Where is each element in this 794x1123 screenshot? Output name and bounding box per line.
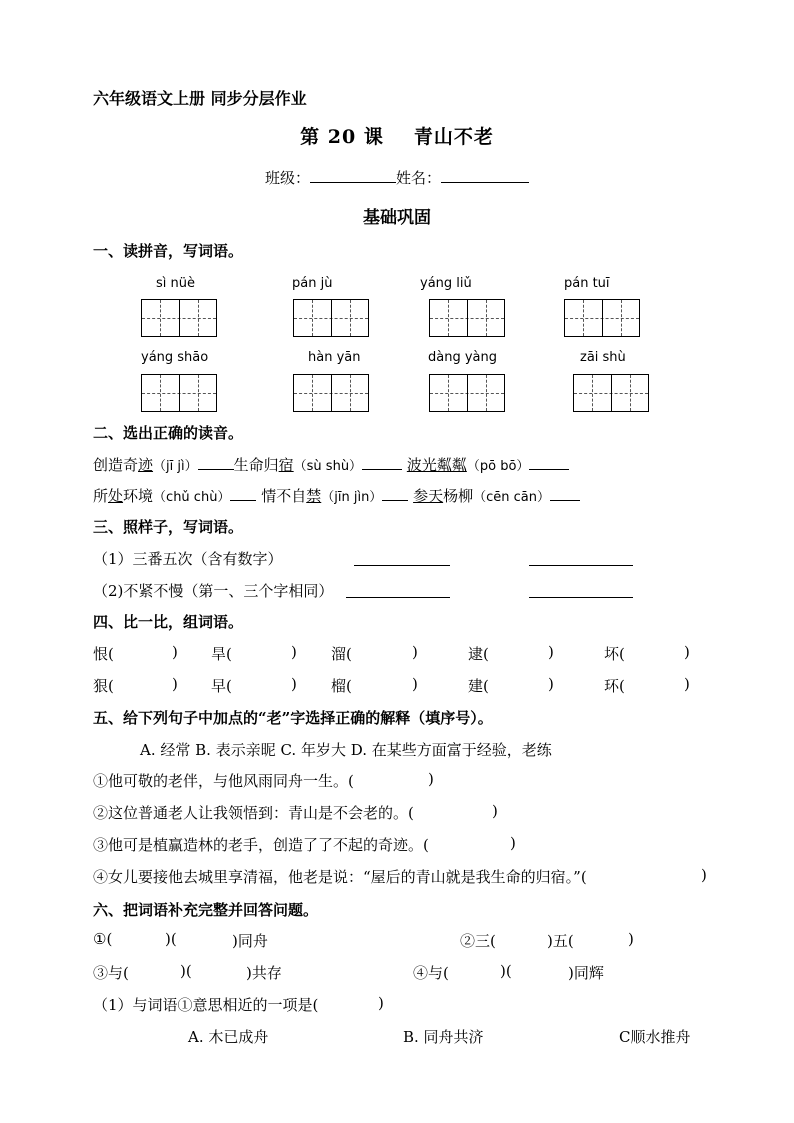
writing-grid[interactable]: [429, 374, 505, 412]
underlined-char: 处: [108, 487, 124, 505]
pinyin-4: pán tuī: [564, 276, 610, 291]
word-text: 生命归: [233, 456, 279, 474]
underlined-word: 波光粼粼: [406, 456, 467, 474]
question-close: ): [492, 802, 498, 820]
compare-word: 坏(: [604, 645, 625, 663]
class-label: 班级：: [264, 169, 310, 187]
compare-word: 榴(: [331, 677, 352, 695]
lesson-title: [0, 122, 794, 149]
reading-row-1: [93, 454, 569, 475]
section-1-title: 一、读拼音，写词语。: [93, 242, 244, 260]
reading-row-2: [93, 485, 580, 506]
question-2: ②这位普通老人让我领悟到：青山是不会老的。(: [93, 804, 414, 822]
section-heading: 基础巩固: [363, 208, 431, 228]
writing-grid[interactable]: [564, 299, 640, 337]
word-text: 情不自: [261, 487, 307, 505]
writing-grid[interactable]: [573, 374, 649, 412]
compare-close: ): [172, 643, 178, 661]
pinyin-3: yáng liǔ: [420, 276, 472, 291]
compare-word: 建(: [468, 677, 489, 695]
question-close: ): [510, 834, 516, 852]
pinyin-7: dàng yàng: [428, 350, 497, 365]
fill-word-2b: )五(: [547, 932, 574, 950]
section-2-title: 二、选出正确的读音。: [93, 424, 244, 442]
lesson-name: 青山不老: [413, 126, 494, 148]
writing-grid[interactable]: [141, 374, 217, 412]
fill-word-2c: ): [628, 930, 634, 948]
section-5-title: 五、给下列句子中加点的“老”字选择正确的解释（填序号）。: [93, 709, 493, 727]
fill-word-1a: ①(: [93, 930, 113, 948]
answer-blank[interactable]: [529, 583, 633, 598]
compare-close: ): [412, 643, 418, 661]
pinyin-choice: （pō bō）: [466, 459, 530, 474]
word-text: 环境: [123, 487, 154, 505]
word-text: 杨柳: [443, 487, 474, 505]
option-list: A. 经常 B. 表示亲昵 C. 年岁大 D. 在某些方面富于经验，老练: [140, 741, 552, 759]
name-blank[interactable]: [441, 168, 529, 183]
pinyin-choice: （jīn jìn）: [321, 490, 383, 505]
fill-word-1c: )同舟: [232, 932, 268, 950]
pinyin-6: hàn yān: [308, 350, 361, 365]
answer-blank[interactable]: [529, 455, 569, 470]
pinyin-choice: （jī jì）: [153, 459, 198, 474]
answer-blank[interactable]: [550, 486, 580, 501]
underlined-char: 宿: [278, 456, 294, 474]
underlined-word: 参天: [413, 487, 444, 505]
fill-word-3b: )(: [180, 962, 192, 980]
section-3-title: 三、照样子，写词语。: [93, 518, 244, 536]
class-blank[interactable]: [310, 168, 396, 183]
compare-word: 环(: [604, 677, 625, 695]
header-text: 六年级语文上册 同步分层作业: [93, 89, 307, 108]
compare-close: ): [684, 643, 690, 661]
question-3: ③他可是植赢造林的老手，创造了了不起的奇迹。(: [93, 836, 429, 854]
compare-close: ): [291, 643, 297, 661]
fill-word-2a: ②三(: [460, 932, 496, 950]
answer-blank[interactable]: [230, 486, 256, 501]
question-close: ): [428, 770, 434, 788]
pinyin-8: zāi shù: [580, 350, 626, 365]
compare-close: ): [548, 675, 554, 693]
fill-word-3a: ③与(: [93, 964, 129, 982]
fill-word-3c: )共存: [246, 964, 282, 982]
word-text: 所: [93, 487, 109, 505]
compare-close: ): [172, 675, 178, 693]
compare-close: ): [548, 643, 554, 661]
lesson-number: 第 20 课: [300, 126, 384, 148]
fill-word-1b: )(: [165, 930, 177, 948]
writing-grid[interactable]: [293, 374, 369, 412]
class-name-line: [0, 167, 794, 188]
underlined-char: 禁: [306, 487, 322, 505]
writing-grid[interactable]: [293, 299, 369, 337]
pinyin-2: pán jù: [292, 276, 333, 291]
answer-blank[interactable]: [362, 455, 402, 470]
pinyin-5: yáng shāo: [141, 350, 209, 365]
writing-grid[interactable]: [141, 299, 217, 337]
compare-word: 逮(: [468, 645, 489, 663]
pinyin-1: sì nüè: [156, 276, 195, 291]
fill-word-4b: )(: [500, 962, 512, 980]
question-close: ): [378, 994, 384, 1012]
compare-word: 早(: [211, 677, 232, 695]
section-6-title: 六、把词语补充完整并回答问题。: [93, 901, 319, 919]
word-text: 创造奇: [93, 456, 139, 474]
compare-close: ): [412, 675, 418, 693]
question-4: ④女儿要接他去城里享清福，他老是说：“屋后的青山就是我生命的归宿。”(: [93, 868, 587, 886]
compare-word: 狠(: [93, 677, 114, 695]
fill-word-4a: ④与(: [413, 964, 449, 982]
pinyin-choice: （sù shù）: [293, 459, 363, 474]
compare-word: 旱(: [211, 645, 232, 663]
answer-blank[interactable]: [529, 551, 633, 566]
underlined-char: 迹: [138, 456, 154, 474]
compare-close: ): [684, 675, 690, 693]
compare-word: 溜(: [331, 645, 352, 663]
writing-grid[interactable]: [429, 299, 505, 337]
answer-blank[interactable]: [198, 455, 234, 470]
example-2: （2)不紧不慢（第一、三个字相同）: [93, 582, 334, 600]
answer-blank[interactable]: [354, 551, 450, 566]
choice-b[interactable]: B. 同舟共济: [403, 1028, 484, 1046]
question-1: ①他可敬的老伴，与他风雨同舟一生。(: [93, 772, 354, 790]
sub-question: （1）与词语①意思相近的一项是(: [93, 996, 319, 1014]
example-1: （1）三番五次（含有数字）: [93, 550, 283, 568]
answer-blank[interactable]: [382, 486, 408, 501]
question-close: ): [701, 866, 707, 884]
choice-c[interactable]: C顺水推舟: [619, 1028, 691, 1046]
section-4-title: 四、比一比，组词语。: [93, 613, 244, 631]
pinyin-choice: （cēn cān）: [473, 490, 550, 505]
pinyin-choice: （chǔ chù）: [153, 490, 231, 505]
name-label: 姓名：: [396, 169, 442, 187]
compare-word: 恨(: [93, 645, 114, 663]
compare-close: ): [291, 675, 297, 693]
fill-word-4c: )同辉: [568, 964, 604, 982]
choice-a[interactable]: A. 木已成舟: [188, 1028, 269, 1046]
answer-blank[interactable]: [346, 583, 450, 598]
